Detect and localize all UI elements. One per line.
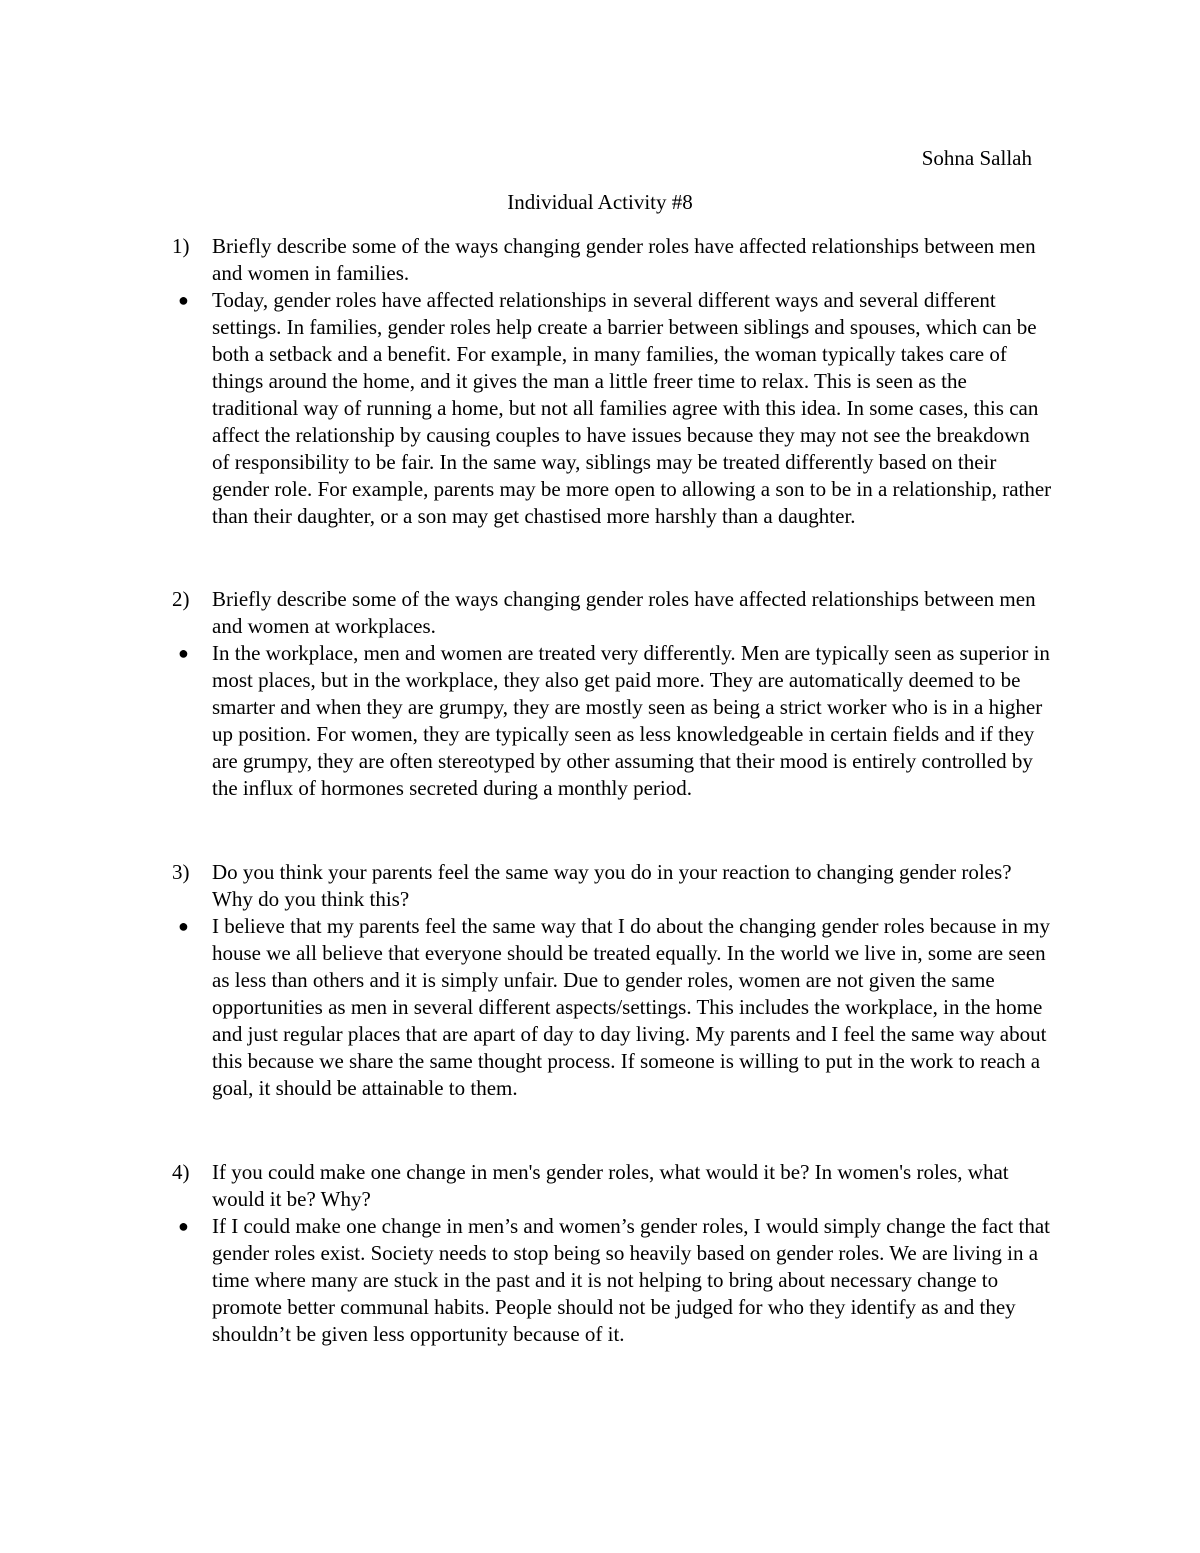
question-block-2: [172, 586, 1052, 802]
answer-row: [172, 287, 1052, 530]
answer-text: I believe that my parents feel the same way that I do about the changing gender roles because in my house we all believe that everyone should be treated equally. In the world we live in, some are seen as less than others and it is simply unfair. Due to gender roles, women are not given the same opportunities as men in several different aspects/settings. This includes the workplace, in the home and just regular places that are apart of day to day living. My parents and I feel the same way about this because we share the same thought process. If someone is willing to put in the work to reach a goal, it should be attainable to them.: [212, 914, 1050, 1100]
question-number: 4): [172, 1160, 190, 1184]
question-text: Briefly describe some of the ways changing gender roles have affected relationships between men and women in families.: [212, 234, 1036, 285]
bullet-icon: ●: [178, 916, 189, 936]
answer-text: In the workplace, men and women are treated very differently. Men are typically seen as superior in most places, but in the workplace, they also get paid more. They are automatically deemed to be smarter and when they are grumpy, they are mostly seen as being a strict worker who is in a higher up position. For women, they are typically seen as less knowledgeable in certain fields and if they are grumpy, they are often stereotyped by other assuming that their mood is entirely controlled by the influx of hormones secreted during a monthly period.: [212, 641, 1050, 800]
question-text: Briefly describe some of the ways changing gender roles have affected relationships between men and women at workplaces.: [212, 587, 1036, 638]
answer-row: [172, 1213, 1052, 1348]
question-block-1: [172, 233, 1052, 530]
question-row: [172, 859, 1052, 913]
question-row: [172, 1159, 1052, 1213]
answer-row: [172, 640, 1052, 802]
document-title: Individual Activity #8: [507, 190, 693, 214]
bullet-icon: ●: [178, 290, 189, 310]
question-block-4: [172, 1159, 1052, 1348]
question-row: [172, 233, 1052, 287]
question-row: [172, 586, 1052, 640]
question-number: 1): [172, 234, 190, 258]
answer-row: [172, 913, 1052, 1102]
question-number: 2): [172, 587, 190, 611]
answer-text: Today, gender roles have affected relationships in several different ways and several different settings. In families, gender roles help create a barrier between siblings and spouses, which can be both a setback and a benefit. For example, in many families, the woman typically takes care of things around the home, and it gives the man a little freer time to relax. This is seen as the traditional way of running a home, but not all families agree with this idea. In some cases, this can affect the relationship by causing couples to have issues because they may not see the breakdown of responsibility to be fair. In the same way, siblings may be treated differently based on their gender role. For example, parents may be more open to allowing a son to be in a relationship, rather than their daughter, or a son may get chastised more harshly than a daughter.: [212, 288, 1052, 528]
answer-text: If I could make one change in men’s and women’s gender roles, I would simply change the fact that gender roles exist. Society needs to stop being so heavily based on gender roles. We are living in a time where many are stuck in the past and it is not helping to bring about necessary change to promote better communal habits. People should not be judged for who they identify as and they shouldn’t be given less opportunity because of it.: [212, 1214, 1050, 1346]
bullet-icon: ●: [178, 643, 189, 663]
author-name: Sohna Sallah: [921, 146, 1032, 170]
question-number: 3): [172, 860, 190, 884]
question-text: Do you think your parents feel the same way you do in your reaction to changing gender roles? Why do you think this?: [212, 860, 1012, 911]
question-text: If you could make one change in men's gender roles, what would it be? In women's roles, what would it be? Why?: [212, 1160, 1009, 1211]
bullet-icon: ●: [178, 1216, 189, 1236]
question-block-3: [172, 859, 1052, 1102]
